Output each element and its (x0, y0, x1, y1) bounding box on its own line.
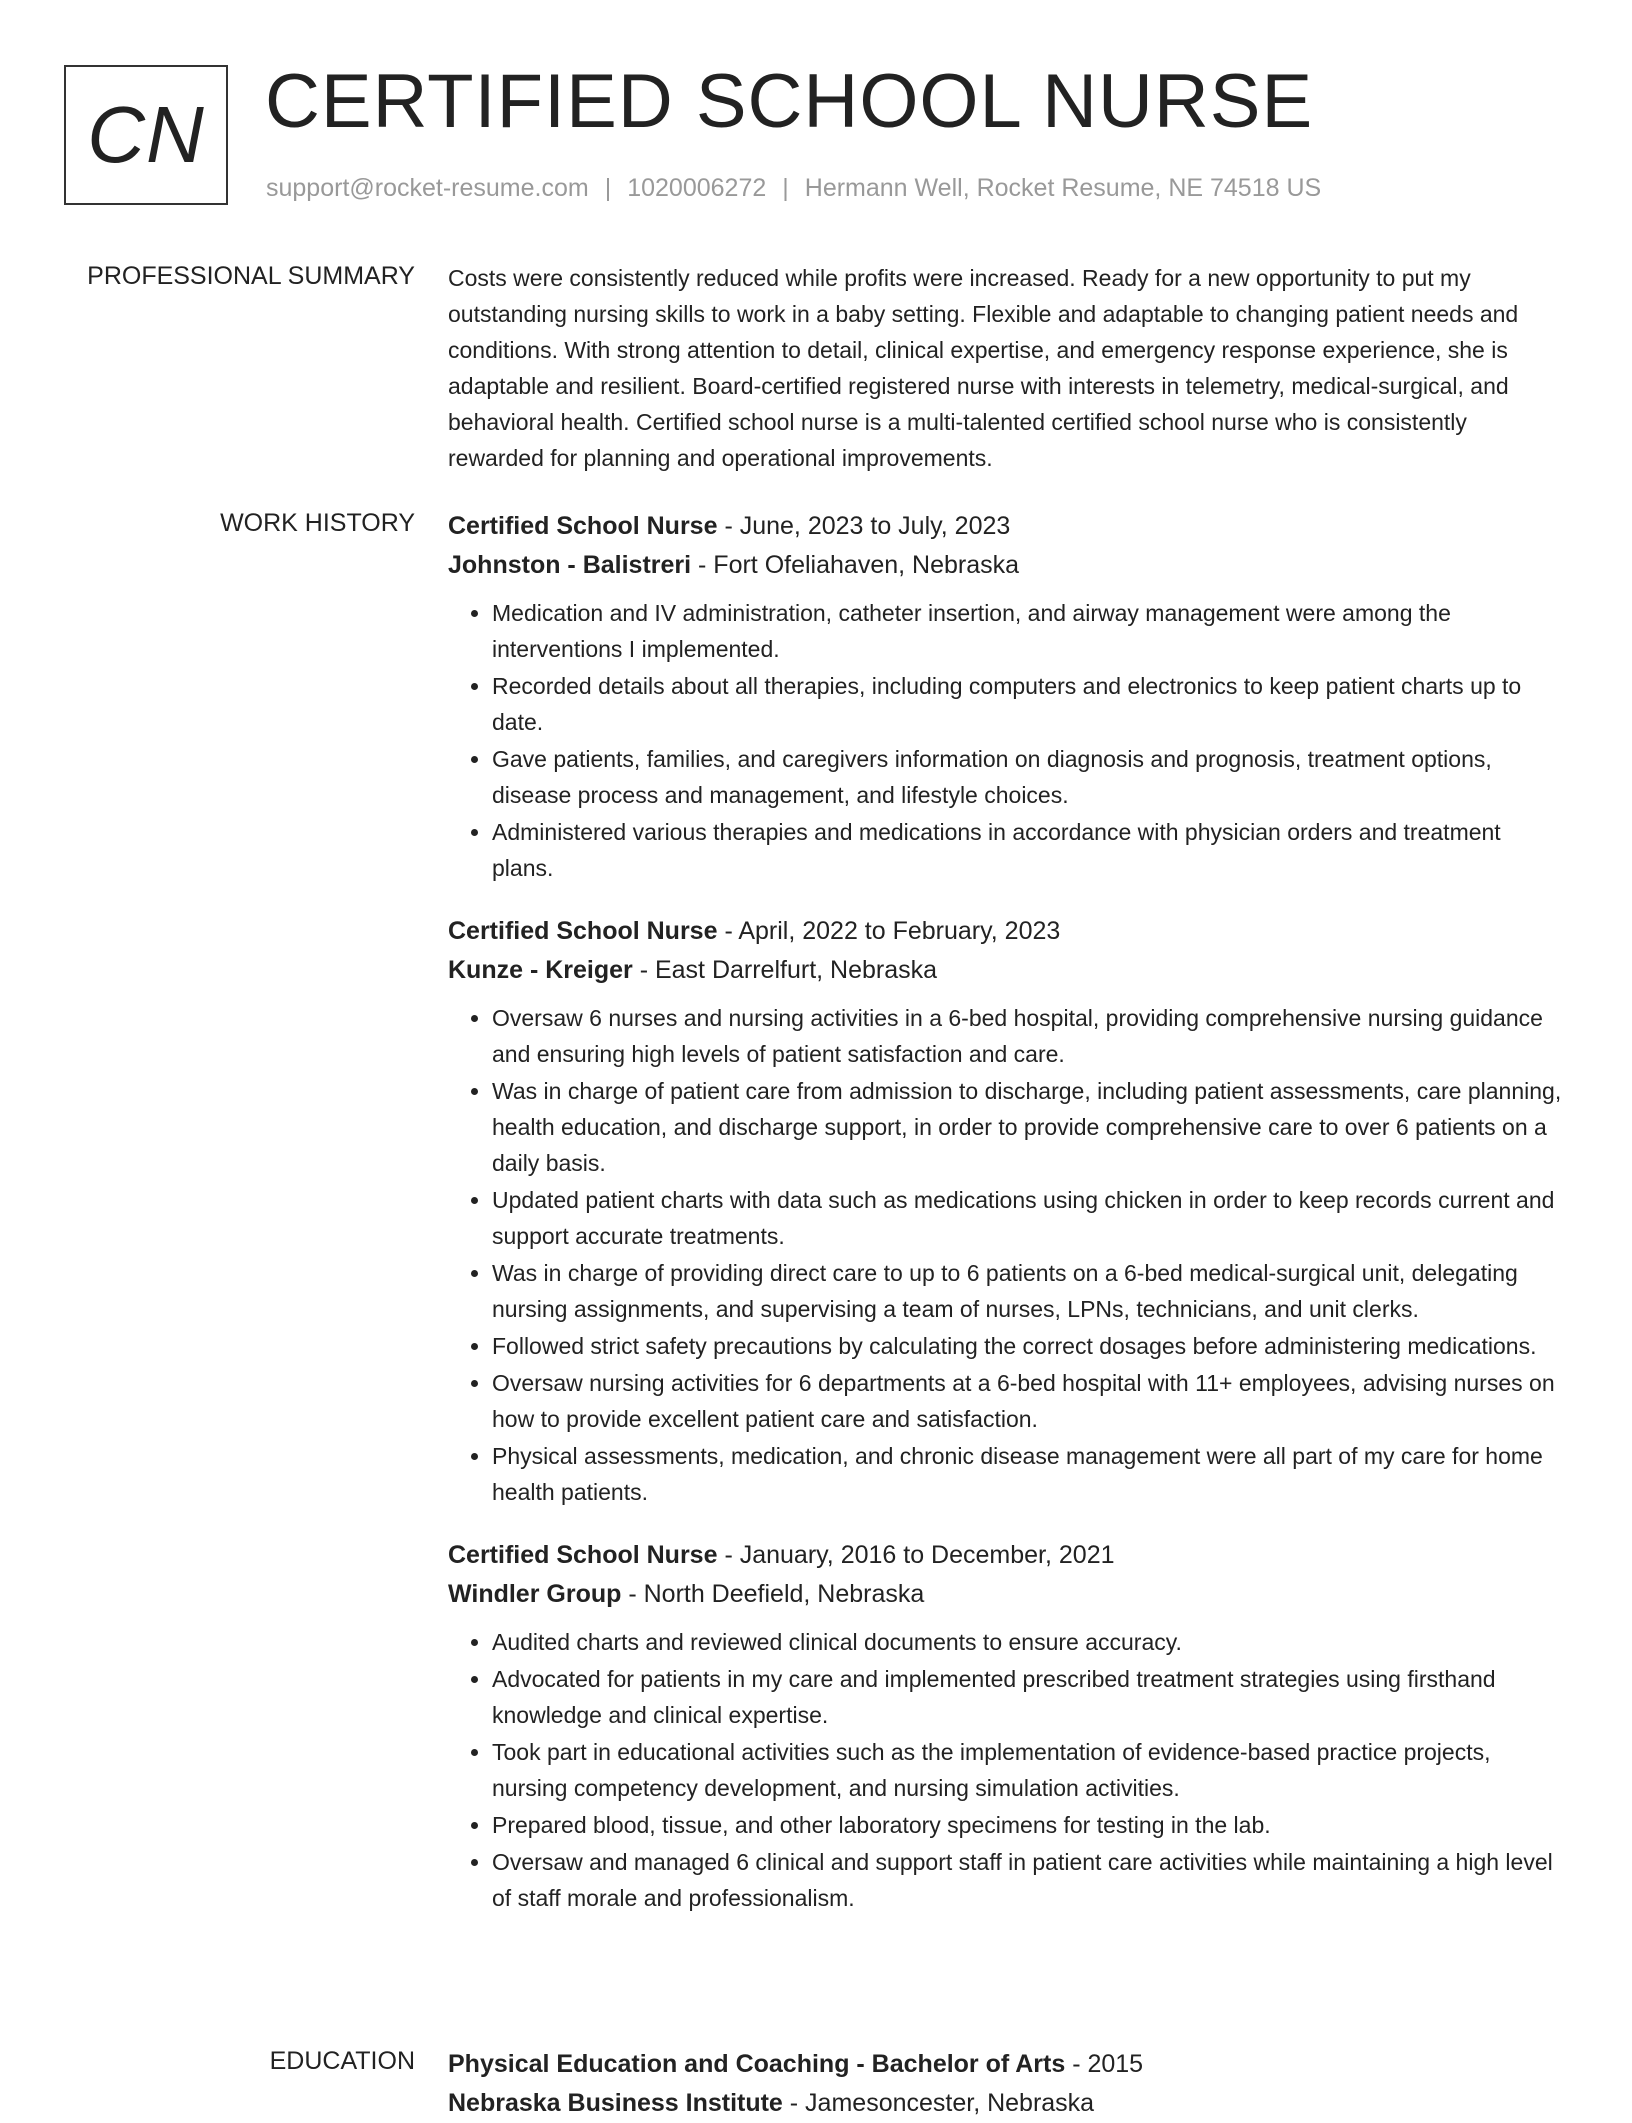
job-employer-line (448, 546, 1568, 585)
job-title-line (448, 507, 1568, 546)
job-location: - Fort Ofeliahaven, Nebraska (691, 551, 1020, 579)
job-employer: Windler Group (448, 1580, 622, 1608)
work-history-body (448, 507, 1568, 1942)
list-item: • Physical assessments, medication, and chronic disease management were all part of my care for home health patients. (492, 1438, 1568, 1510)
school-name: Nebraska Business Institute (448, 2089, 783, 2117)
job-bullets (448, 1624, 1568, 1916)
contact-line (266, 173, 1321, 203)
job-dates: - January, 2016 to December, 2021 (717, 1541, 1115, 1569)
list-item: • Prepared blood, tissue, and other laboratory specimens for testing in the lab. (492, 1807, 1568, 1843)
job-employer-line (448, 1575, 1568, 1614)
list-item: • Audited charts and reviewed clinical documents to ensure accuracy. (492, 1624, 1568, 1660)
degree-line (448, 2045, 1568, 2084)
job-employer: Johnston - Balistreri (448, 551, 692, 579)
job-entry (448, 507, 1568, 886)
summary-body (448, 260, 1568, 476)
job-title-line (448, 1536, 1568, 1575)
contact-phone: 1020006272 (627, 174, 767, 202)
job-role: Certified School Nurse (448, 512, 718, 540)
list-item: • Recorded details about all therapies, including computers and electronics to keep patient charts up to date. (492, 668, 1568, 740)
job-location: - East Darrelfurt, Nebraska (632, 956, 938, 984)
list-item: • Followed strict safety precautions by calculating the correct dosages before administering medications. (492, 1328, 1568, 1364)
contact-separator: | (782, 174, 789, 202)
job-location: - North Deefield, Nebraska (621, 1580, 925, 1608)
contact-address: Hermann Well, Rocket Resume, NE 74518 US (804, 174, 1322, 202)
list-item: • Was in charge of providing direct care to up to 6 patients on a 6-bed medical-surgical unit, delegating nursing assignments, and supervising a team of nurses, LPNs, technicians, and unit clerks. (492, 1255, 1568, 1327)
job-bullets (448, 1000, 1568, 1510)
job-role: Certified School Nurse (448, 917, 718, 945)
education-heading: EDUCATION (269, 2047, 415, 2075)
list-item: • Oversaw and managed 6 clinical and support staff in patient care activities while maintaining a high level of staff morale and professionalism. (492, 1844, 1568, 1916)
list-item: • Medication and IV administration, catheter insertion, and airway management were among the interventions I implemented. (492, 595, 1568, 667)
job-entry (448, 1536, 1568, 1916)
list-item: • Was in charge of patient care from admission to discharge, including patient assessments, care planning, health education, and discharge support, in order to provide comprehensive care to over 6 patients on a daily basis. (492, 1073, 1568, 1181)
education-body (448, 2045, 1568, 2123)
school-location: - Jamesoncester, Nebraska (782, 2089, 1095, 2117)
list-item: • Updated patient charts with data such as medications using chicken in order to keep records current and support accurate treatments. (492, 1182, 1568, 1254)
job-role: Certified School Nurse (448, 1541, 718, 1569)
monogram-badge: CN (64, 65, 228, 205)
list-item: • Advocated for patients in my care and implemented prescribed treatment strategies using firsthand knowledge and clinical expertise. (492, 1661, 1568, 1733)
work-history-heading: WORK HISTORY (220, 509, 415, 537)
job-entry (448, 912, 1568, 1510)
summary-heading: PROFESSIONAL SUMMARY (87, 262, 415, 290)
list-item: • Administered various therapies and medications in accordance with physician orders and treatment plans. (492, 814, 1568, 886)
degree-year: - 2015 (1065, 2050, 1144, 2078)
summary-text: Costs were consistently reduced while profits were increased. Ready for a new opportunity to put my outstanding nursing skills to work in a baby setting. Flexible and adaptable to changing patient needs and conditions. With strong attention to detail, clinical expertise, and emergency response experience, she is adaptable and resilient. Board-certified registered nurse with interests in telemetry, medical-surgical, and behavioral health. Certified school nurse is a multi-talented certified school nurse who is consistently rewarded for planning and operational improvements. (448, 265, 1519, 471)
job-employer-line (448, 951, 1568, 990)
list-item: • Oversaw nursing activities for 6 departments at a 6-bed hospital with 11+ employees, advising nurses on how to provide excellent patient care and satisfaction. (492, 1365, 1568, 1437)
resume-name: CERTIFIED SCHOOL NURSE (265, 59, 1314, 144)
resume-header (64, 59, 1584, 210)
degree-name: Physical Education and Coaching - Bachelor of Arts (448, 2050, 1066, 2078)
list-item: • Gave patients, families, and caregivers information on diagnosis and prognosis, treatment options, disease process and management, and lifestyle choices. (492, 741, 1568, 813)
school-line (448, 2084, 1568, 2123)
list-item: • Oversaw 6 nurses and nursing activities in a 6-bed hospital, providing comprehensive nursing guidance and ensuring high levels of patient satisfaction and care. (492, 1000, 1568, 1072)
job-title-line (448, 912, 1568, 951)
job-dates: - April, 2022 to February, 2023 (717, 917, 1061, 945)
contact-email[interactable]: support@rocket-resume.com (266, 174, 589, 202)
job-dates: - June, 2023 to July, 2023 (717, 512, 1011, 540)
job-bullets (448, 595, 1568, 886)
list-item: • Took part in educational activities such as the implementation of evidence-based practice projects, nursing competency development, and nursing simulation activities. (492, 1734, 1568, 1806)
contact-separator: | (604, 174, 612, 202)
job-employer: Kunze - Kreiger (448, 956, 633, 984)
